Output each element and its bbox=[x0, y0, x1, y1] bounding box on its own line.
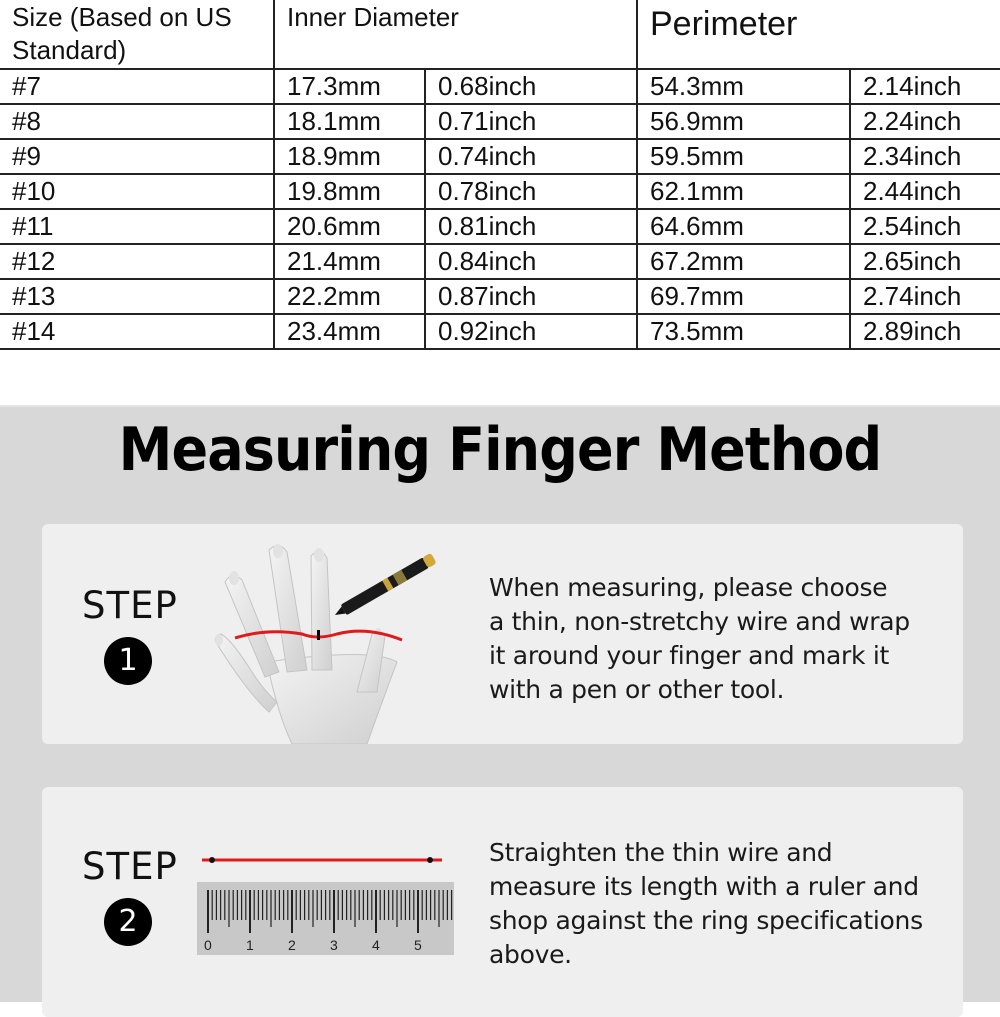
cell-perimeter-inch: 2.54inch bbox=[850, 209, 1000, 244]
table-row bbox=[0, 244, 1000, 279]
cell-inner-inch: 0.81inch bbox=[425, 209, 637, 244]
header-inner-diameter: Inner Diameter bbox=[274, 0, 637, 69]
cell-perimeter-mm: 67.2mm bbox=[637, 244, 850, 279]
instruction-line: it around your finger and mark it bbox=[489, 641, 889, 670]
cell-inner-inch: 0.92inch bbox=[425, 314, 637, 349]
header-size: Size (Based on US Standard) bbox=[0, 0, 274, 69]
cell-perimeter-mm: 62.1mm bbox=[637, 174, 850, 209]
table-row bbox=[0, 104, 1000, 139]
cell-size: #7 bbox=[0, 69, 274, 104]
cell-perimeter-mm: 64.6mm bbox=[637, 209, 850, 244]
header-perimeter: Perimeter bbox=[637, 0, 1000, 69]
guide-title: Measuring Finger Method bbox=[118, 415, 882, 485]
step-number-badge: 2 bbox=[104, 898, 152, 946]
cell-size: #14 bbox=[0, 314, 274, 349]
instruction-line: Straighten the thin wire and bbox=[489, 838, 833, 867]
cell-perimeter-inch: 2.89inch bbox=[850, 314, 1000, 349]
cell-perimeter-mm: 59.5mm bbox=[637, 139, 850, 174]
ring-size-table bbox=[0, 0, 1000, 350]
instruction-line: a thin, non-stretchy wire and wrap bbox=[489, 607, 910, 636]
cell-inner-inch: 0.87inch bbox=[425, 279, 637, 314]
cell-inner-mm: 20.6mm bbox=[274, 209, 425, 244]
step-label: STEP bbox=[82, 845, 178, 888]
ruler-tick-label: 2 bbox=[288, 937, 296, 953]
cell-size: #12 bbox=[0, 244, 274, 279]
cell-perimeter-inch: 2.65inch bbox=[850, 244, 1000, 279]
cell-size: #13 bbox=[0, 279, 274, 314]
cell-size: #11 bbox=[0, 209, 274, 244]
cell-size: #8 bbox=[0, 104, 274, 139]
table-header-row bbox=[0, 0, 1000, 69]
cell-inner-mm: 19.8mm bbox=[274, 174, 425, 209]
cell-perimeter-inch: 2.44inch bbox=[850, 174, 1000, 209]
cell-perimeter-inch: 2.14inch bbox=[850, 69, 1000, 104]
cell-inner-mm: 23.4mm bbox=[274, 314, 425, 349]
measuring-guide-section bbox=[0, 405, 1000, 1002]
cell-inner-mm: 22.2mm bbox=[274, 279, 425, 314]
table-row bbox=[0, 174, 1000, 209]
table-row bbox=[0, 69, 1000, 104]
hand-icon bbox=[215, 545, 397, 744]
step-1-instructions bbox=[489, 571, 949, 707]
cell-perimeter-mm: 56.9mm bbox=[637, 104, 850, 139]
cell-perimeter-inch: 2.74inch bbox=[850, 279, 1000, 314]
cell-inner-inch: 0.74inch bbox=[425, 139, 637, 174]
table-row bbox=[0, 279, 1000, 314]
table-row bbox=[0, 209, 1000, 244]
table-row bbox=[0, 314, 1000, 349]
instruction-line: above. bbox=[489, 940, 572, 969]
cell-size: #9 bbox=[0, 139, 274, 174]
instruction-line: with a pen or other tool. bbox=[489, 675, 785, 704]
cell-perimeter-mm: 73.5mm bbox=[637, 314, 850, 349]
ruler-tick-label: 4 bbox=[372, 937, 380, 953]
table-row bbox=[0, 139, 1000, 174]
marker-pen-icon bbox=[332, 553, 437, 620]
cell-inner-inch: 0.71inch bbox=[425, 104, 637, 139]
instruction-line: shop against the ring specifications bbox=[489, 906, 923, 935]
cell-size: #10 bbox=[0, 174, 274, 209]
cell-inner-inch: 0.78inch bbox=[425, 174, 637, 209]
cell-inner-mm: 21.4mm bbox=[274, 244, 425, 279]
cell-inner-inch: 0.84inch bbox=[425, 244, 637, 279]
cell-perimeter-inch: 2.24inch bbox=[850, 104, 1000, 139]
instruction-line: When measuring, please choose bbox=[489, 573, 888, 602]
cell-inner-inch: 0.68inch bbox=[425, 69, 637, 104]
cell-inner-mm: 17.3mm bbox=[274, 69, 425, 104]
cell-perimeter-mm: 69.7mm bbox=[637, 279, 850, 314]
wire-mark bbox=[317, 630, 320, 640]
cell-perimeter-inch: 2.34inch bbox=[850, 139, 1000, 174]
hand-wire-marker-illustration bbox=[207, 542, 467, 744]
cell-inner-mm: 18.9mm bbox=[274, 139, 425, 174]
cell-perimeter-mm: 54.3mm bbox=[637, 69, 850, 104]
wire-ruler-illustration bbox=[197, 845, 457, 955]
step-label: STEP bbox=[82, 584, 178, 627]
cell-inner-mm: 18.1mm bbox=[274, 104, 425, 139]
ruler-tick-label: 5 bbox=[414, 937, 422, 953]
ruler-tick-label: 3 bbox=[330, 937, 338, 953]
step-2-card bbox=[42, 787, 963, 1017]
instruction-line: measure its length with a ruler and bbox=[489, 872, 919, 901]
ruler-tick-label: 0 bbox=[204, 937, 212, 953]
step-2-instructions bbox=[489, 836, 949, 972]
ruler-tick-label: 1 bbox=[246, 937, 254, 953]
step-1-card bbox=[42, 524, 963, 744]
step-number-badge: 1 bbox=[104, 637, 152, 685]
